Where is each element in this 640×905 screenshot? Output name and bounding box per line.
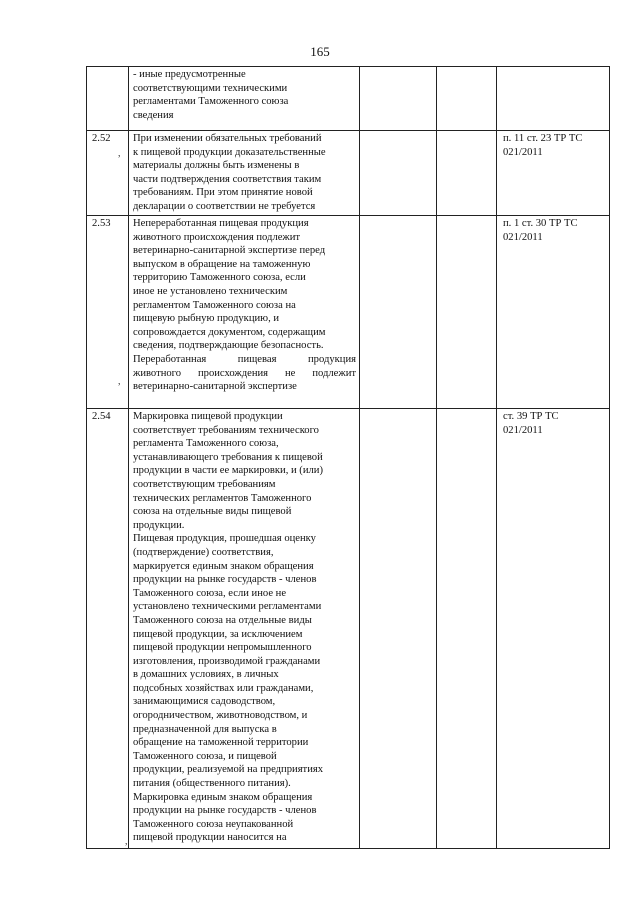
reference-line: 021/2011 bbox=[503, 231, 543, 243]
text-line: животного происхождения не подлежит bbox=[133, 367, 356, 379]
text-line: продукции на рынке государств - членов bbox=[133, 805, 317, 817]
text-line: огородничеством, животноводством, и bbox=[133, 710, 308, 722]
text-line: пищевую рыбную продукцию, и bbox=[133, 313, 280, 325]
regulation-reference bbox=[497, 409, 610, 849]
reference-line: 021/2011 bbox=[503, 146, 543, 158]
text-line: изготовления, производимой гражданами bbox=[133, 655, 321, 667]
text-line: маркируется единым знаком обращения bbox=[133, 560, 314, 572]
text-line: сопровождается документом, содержащим bbox=[133, 326, 326, 338]
text-line: продукции, реализуемой на предприятиях bbox=[133, 764, 324, 776]
text-line: предназначенной для выпуска в bbox=[133, 723, 277, 735]
text-line: Таможенного союза на отдельные виды bbox=[133, 614, 312, 626]
requirement-text bbox=[129, 131, 360, 216]
text-line: союза на отдельные виды пищевой bbox=[133, 506, 292, 518]
requirement-text bbox=[129, 67, 360, 131]
text-line: к пищевой продукции доказательственные bbox=[133, 146, 326, 158]
margin-mark: , bbox=[118, 148, 121, 159]
text-line: Таможенного союза, и пищевой bbox=[133, 750, 277, 762]
item-number: 2.53 bbox=[87, 216, 129, 409]
empty-cell bbox=[437, 131, 497, 216]
item-number: 2.54 bbox=[87, 409, 129, 849]
text-line: пищевой продукции непромышленного bbox=[133, 642, 312, 654]
text-line: иное не установлено техническим bbox=[133, 285, 288, 297]
reference-line: п. 11 ст. 23 ТР ТС bbox=[503, 133, 583, 144]
item-number: 2.52 bbox=[87, 131, 129, 216]
empty-cell bbox=[437, 67, 497, 131]
text-line: Переработанная пищевая продукция bbox=[133, 353, 356, 365]
regulation-reference bbox=[497, 216, 610, 409]
text-line: декларации о соответствии не требуется bbox=[133, 200, 316, 212]
text-line: требованиям. При этом принятие новой bbox=[133, 187, 313, 199]
text-line: технических регламентов Таможенного bbox=[133, 492, 312, 504]
text-line: установлено техническими регламентами bbox=[133, 601, 322, 613]
table-row bbox=[87, 67, 610, 131]
text-line: ветеринарно-санитарной экспертизе bbox=[133, 381, 297, 393]
text-line: обращение на таможенной территории bbox=[133, 737, 309, 749]
reference-line: 021/2011 bbox=[503, 424, 543, 436]
text-line: При изменении обязательных требований bbox=[133, 133, 322, 144]
text-line: ветеринарно-санитарной экспертизе перед bbox=[133, 245, 326, 257]
text-line: пищевой продукции, за исключением bbox=[133, 628, 303, 640]
regulation-reference bbox=[497, 131, 610, 216]
text-line: Таможенного союза неупакованной bbox=[133, 818, 294, 830]
text-line: (подтверждение) соответствия, bbox=[133, 546, 274, 558]
empty-cell bbox=[437, 216, 497, 409]
text-line: в домашних условиях, в личных bbox=[133, 669, 279, 681]
text-line: - иные предусмотренные bbox=[133, 69, 246, 80]
empty-cell bbox=[360, 409, 437, 849]
page-number: 165 bbox=[310, 44, 330, 59]
table-row bbox=[87, 216, 610, 409]
text-line: регламентами Таможенного союза bbox=[133, 96, 289, 108]
text-line: соответствует требованиям технического bbox=[133, 424, 319, 436]
text-line: продукции в части ее маркировки, и (или) bbox=[133, 465, 323, 477]
text-line: материалы должны быть изменены в bbox=[133, 160, 300, 172]
text-line: соответствующим требованиям bbox=[133, 478, 276, 490]
text-line: сведения bbox=[133, 109, 174, 121]
empty-cell bbox=[360, 131, 437, 216]
text-line: выпуском в обращение на таможенную bbox=[133, 258, 311, 270]
item-number bbox=[87, 67, 129, 131]
text-line: Пищевая продукция, прошедшая оценку bbox=[133, 533, 316, 545]
text-line: Маркировка единым знаком обращения bbox=[133, 791, 313, 803]
requirement-text bbox=[129, 409, 360, 849]
reference-line: п. 1 ст. 30 ТР ТС bbox=[503, 218, 578, 229]
text-line: регламента Таможенного союза, bbox=[133, 438, 279, 450]
text-line: Таможенного союза, если иное не bbox=[133, 587, 287, 599]
text-line: занимающимися садоводством, bbox=[133, 696, 276, 708]
empty-cell bbox=[437, 409, 497, 849]
text-line: Маркировка пищевой продукции bbox=[133, 411, 283, 422]
text-line: продукции на рынке государств - членов bbox=[133, 574, 317, 586]
empty-cell bbox=[360, 67, 437, 131]
text-line: животного происхождения подлежит bbox=[133, 231, 301, 243]
text-line: продукции. bbox=[133, 519, 185, 531]
table-row bbox=[87, 131, 610, 216]
regulation-reference bbox=[497, 67, 610, 131]
reference-line: ст. 39 ТР ТС bbox=[503, 411, 559, 422]
empty-cell bbox=[360, 216, 437, 409]
margin-mark: , bbox=[125, 836, 128, 847]
text-line: пищевой продукции наносится на bbox=[133, 832, 287, 844]
text-line: регламентом Таможенного союза на bbox=[133, 299, 296, 311]
text-line: питания (общественного питания). bbox=[133, 778, 291, 790]
text-line: сведения, подтверждающие безопасность. bbox=[133, 340, 324, 352]
text-line: устанавливающего требования к пищевой bbox=[133, 451, 323, 463]
table-row bbox=[87, 409, 610, 849]
margin-mark: , bbox=[118, 376, 121, 387]
requirements-table bbox=[86, 66, 610, 849]
text-line: территорию Таможенного союза, если bbox=[133, 272, 306, 284]
requirement-text bbox=[129, 216, 360, 409]
text-line: подсобных хозяйствах или гражданами, bbox=[133, 682, 314, 694]
text-line: соответствующими техническими bbox=[133, 82, 288, 94]
text-line: Непереработанная пищевая продукция bbox=[133, 218, 309, 229]
text-line: части подтверждения соответствия таким bbox=[133, 173, 322, 185]
